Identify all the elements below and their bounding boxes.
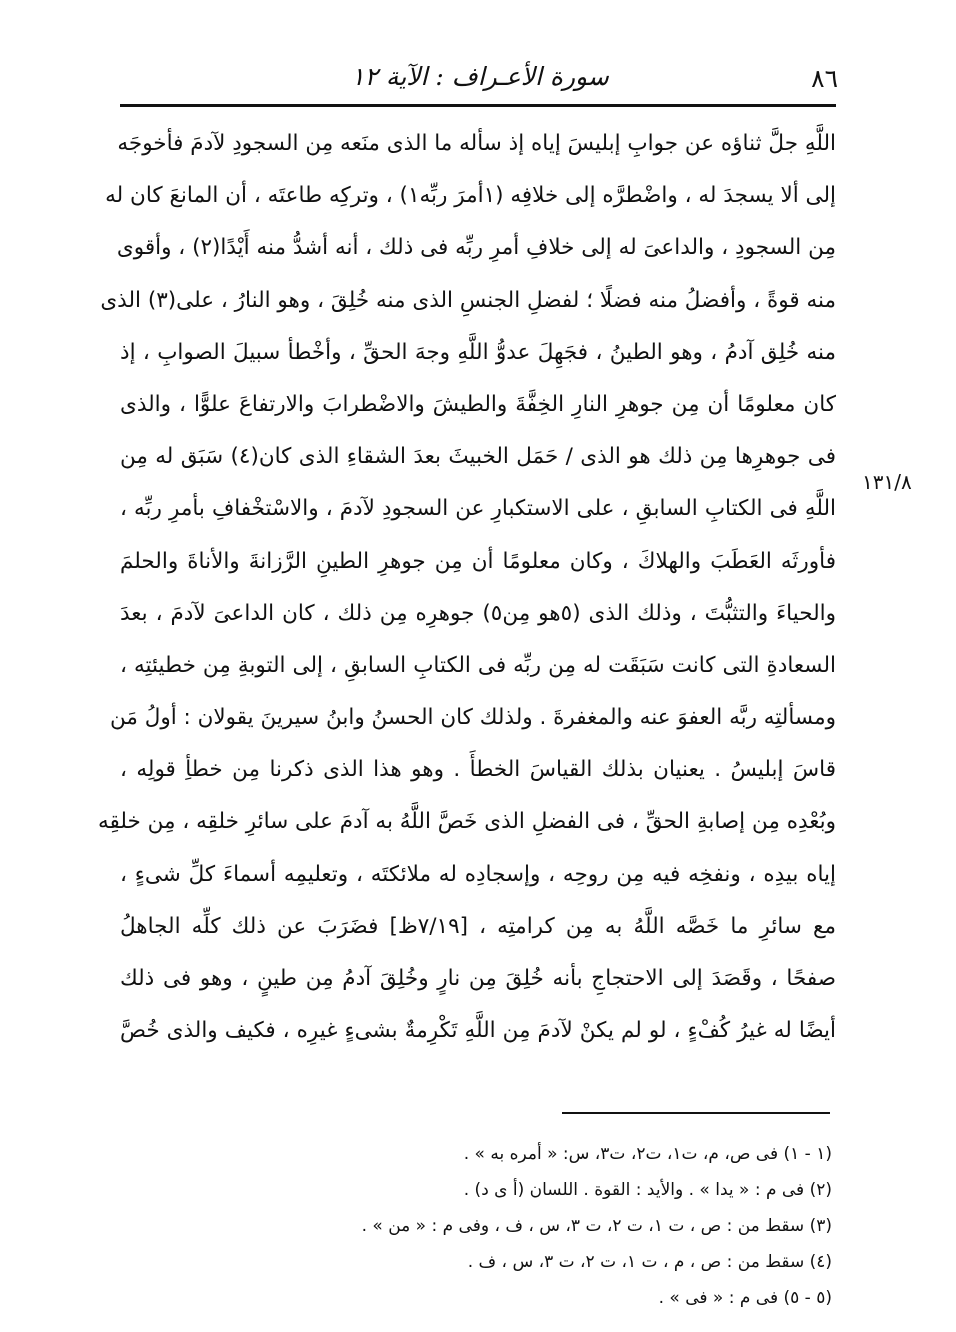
footnote: (١ - ١) فى ص، م، ت١، ت٢، ت٣، س: « أمره به » .: [463, 1144, 832, 1164]
text-line: ومسألتِه ربَّه العفوَ عنه والمغفرةَ . ولذلك كان الحسنُ وابنُ سيرينَ يقولان : أولُ مَن: [110, 705, 836, 731]
margin-reference: ١٣١/٨: [862, 470, 912, 494]
footnote: (٢) فى م : « يدا » . والأيد : القوة . اللسان (أ ى د) .: [463, 1180, 832, 1200]
text-line: والحياءَ والتثبُّتَ ، وذلك الذى (٥هو مِن٥) جوهرِه مِن ذلك ، كان الداعىَ لآدمَ ، بعدَ: [120, 600, 836, 626]
text-line: فى جوهرِها مِن ذلك هو الذى / حَمَل الخبيثَ بعدَ الشقاءِ الذى كان(٤) سَبَق له مِن: [120, 444, 836, 470]
text-line: مع سائرِ ما خَصَّه اللَّهُ به مِن كرامتِه ، [٧/١٩ظ] فضَرَبَ عن ذلك كلِّه الجاهلُ: [120, 913, 836, 939]
text-line: اللَّهِ فى الكتابِ السابقِ ، على الاستكبارِ عن السجودِ لآدمَ ، والاسْتخْفافِ بأمرِ ربِّه ،: [120, 496, 836, 522]
text-line: مِن السجودِ ، والداعىَ له إلى خلافِ أمرِ ربِّه فى ذلك ، أنه أشدُّ منه أَيْدًا(٢) ، وأقوى: [116, 235, 836, 261]
page-number: ٨٦: [811, 64, 838, 93]
text-line: اللَّهِ جلَّ ثناؤه عن جوابِ إبليسَ إياه إذ سأله ما الذى منَعه مِن السجودِ لآدمَ فأخوجَه: [117, 131, 836, 156]
text-line: السعادةِ التى كانت سَبَقَت له مِن ربِّه فى الكتابِ السابقِ ، إلى التوبةِ مِن خطيئتِه ،: [120, 652, 836, 678]
text-line: منه خُلِق آدمُ ، وهو الطينُ ، فجَهِلَ عدوُّ اللَّهِ وجهَ الحقِّ ، وأخْطأ سبيلَ الصوابِ ، إذ: [120, 339, 836, 365]
text-line: أيضًا له غيرُ كُفْءٍ ، لو لم يكنْ لآدمَ مِن اللَّهِ تَكْرِمةٌ بشىءٍ غيرِه ، فكيف والذى خُصَّ: [120, 1018, 836, 1044]
text-line: وبُعْدِه مِن إصابةِ الحقِّ ، فى الفضلِ الذى خَصَّ اللَّهُ به آدمَ على سائرِ خلقِه ، مِن خلقِه: [98, 809, 836, 835]
running-header: سورة الأعـراف : الآية ١٢: [351, 62, 609, 91]
text-line: منه قوةً ، وأفضلُ منه فضلًا ؛ لفضلِ الجنسِ الذى منه خُلِقَ ، وهو النارُ ، على(٣) الذى: [100, 287, 836, 313]
text-line: كان معلومًا أن مِن جوهرِ النارِ الخِفَّةَ والطيشَ والاضْطرابَ والارتفاعَ علوًّا ، والذى: [120, 391, 836, 417]
text-line: قاسَ إبليسُ . يعنيان بذلك القياسَ الخطأَ . وهو هذا الذى ذكرنا مِن خطأِ قولِه ،: [120, 757, 836, 783]
footnote: (٣) سقط من : ص ، ت ١، ت ٢، ت ٣، س ، ف ، وفى م : « من » .: [361, 1216, 832, 1236]
footnotes: [132, 1136, 832, 1316]
text-line: إياه بيدِه ، ونفخِه فيه مِن روحِه ، وإسجادِه له ملائكتَه ، وتعليمِه أسماءَ كلِّ شىءٍ ،: [120, 861, 836, 887]
footnote-rule: [562, 1112, 830, 1114]
footnote: (٥ - ٥) فى م : « فى » .: [658, 1288, 832, 1308]
text-line: إلى ألا يسجدَ له ، واضْطرَّه إلى خلافِه (١أمرَ ربِّه١) ، وتركِه طاعتَه ، أن المانعَ كان له: [105, 183, 836, 209]
footnote: (٤) سقط من : ص ، م ، ت ١، ت ٢، ت ٣، س ، ف .: [467, 1252, 832, 1272]
text-line: فأورثَه العَطَبَ والهلاكَ ، وكان معلومًا أن مِن جوهرِ الطينِ الرَّزانةَ والأناةَ والحلمَ: [120, 548, 836, 574]
header-rule: [120, 104, 836, 107]
text-line: صفحًا ، وقَصَدَ إلى الاحتجاجِ بأنه خُلِقَ مِن نارٍ وخُلِقَ آدمُ مِن طينٍ ، وهو فى ذلك: [120, 966, 836, 991]
body-text: [98, 118, 836, 1057]
